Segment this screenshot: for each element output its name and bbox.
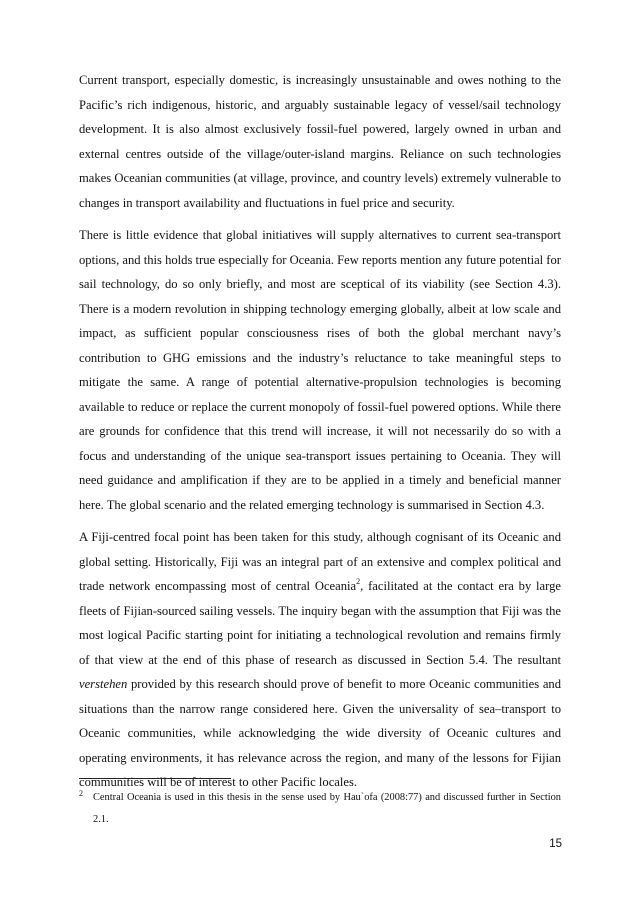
paragraph-global-initiatives: There is little evidence that global initiatives will supply alternatives to current sea-transport options, and this holds true especially for Oceania. Few reports mention any future potential for sail technology, do so only briefly, and most are sceptical of its viability (see Section 4.3). There is a modern revolution in shipping technology emerging globally, albeit at low scale and impact, as sufficient popular consciousness rises of both the global merchant navy’s contribution to GHG emissions and the industry’s reluctance to take meaningful steps to mitigate the same. A range of potential alternative-propulsion technologies is becoming available to reduce or replace the current monopoly of fossil-fuel powered options. While there are grounds for confidence that this trend will increase, it will not necessarily do so with a focus and understanding of the unique sea-transport issues pertaining to Oceania. They will need guidance and amplification if they are to be applied in a timely and beneficial manner here. The global scenario and the related emerging technology is summarised in Section 4.3. — [79, 228, 561, 512]
document-body — [79, 68, 561, 803]
footnote-mark: 2 — [79, 789, 83, 798]
page-number: 15 — [549, 838, 562, 850]
verstehen-term: verstehen — [79, 677, 128, 691]
footnote-text: Central Oceania is used in this thesis in the sense used by Hau`ofa (2008:77) and discussed further in Section 2.1. — [93, 792, 561, 825]
footnote-separator — [79, 778, 231, 779]
paragraph-fiji-text-2: , facilitated at the contact era by large fleets of Fijian-sourced sailing vessels. The inquiry began with the assumption that Fiji was the most logical Pacific starting point for initiating a technological revolution and remains firmly of that view at the end of this phase of research as discussed in Section 5.4. The resultant — [79, 579, 562, 667]
footnote-reference: 2 — [356, 576, 361, 586]
footnote — [79, 787, 561, 831]
paragraph-transport: Current transport, especially domestic, is increasingly unsustainable and owes nothing to the Pacific’s rich indigenous, historic, and arguably sustainable legacy of vessel/sail technology development. It is also almost exclusively fossil-fuel powered, largely owned in urban and external centres outside of the village/outer-island margins. Reliance on such technologies makes Oceanian communities (at village, province, and country levels) extremely vulnerable to changes in transport availability and fluctuations in fuel price and security. — [79, 73, 561, 210]
paragraph-fiji-text-1: A Fiji-centred focal point has been taken for this study, although cognisant of its Oceanic and global setting. Historically, Fiji was an integral part of an extensive and complex political and trade network encompassing most of central Oceania — [79, 530, 561, 593]
paragraph-fiji-text-3: provided by this research should prove of benefit to more Oceanic communities and situations than the narrow range considered here. Given the universality of sea–transport to Oceanic communities, while acknowledging the wide diversity of Oceanic cultures and operating environments, it has relevance across the region, and many of the lessons for Fijian communities will be of interest to other Pacific locales. — [79, 677, 561, 789]
paragraph-fiji-focus — [79, 525, 561, 795]
